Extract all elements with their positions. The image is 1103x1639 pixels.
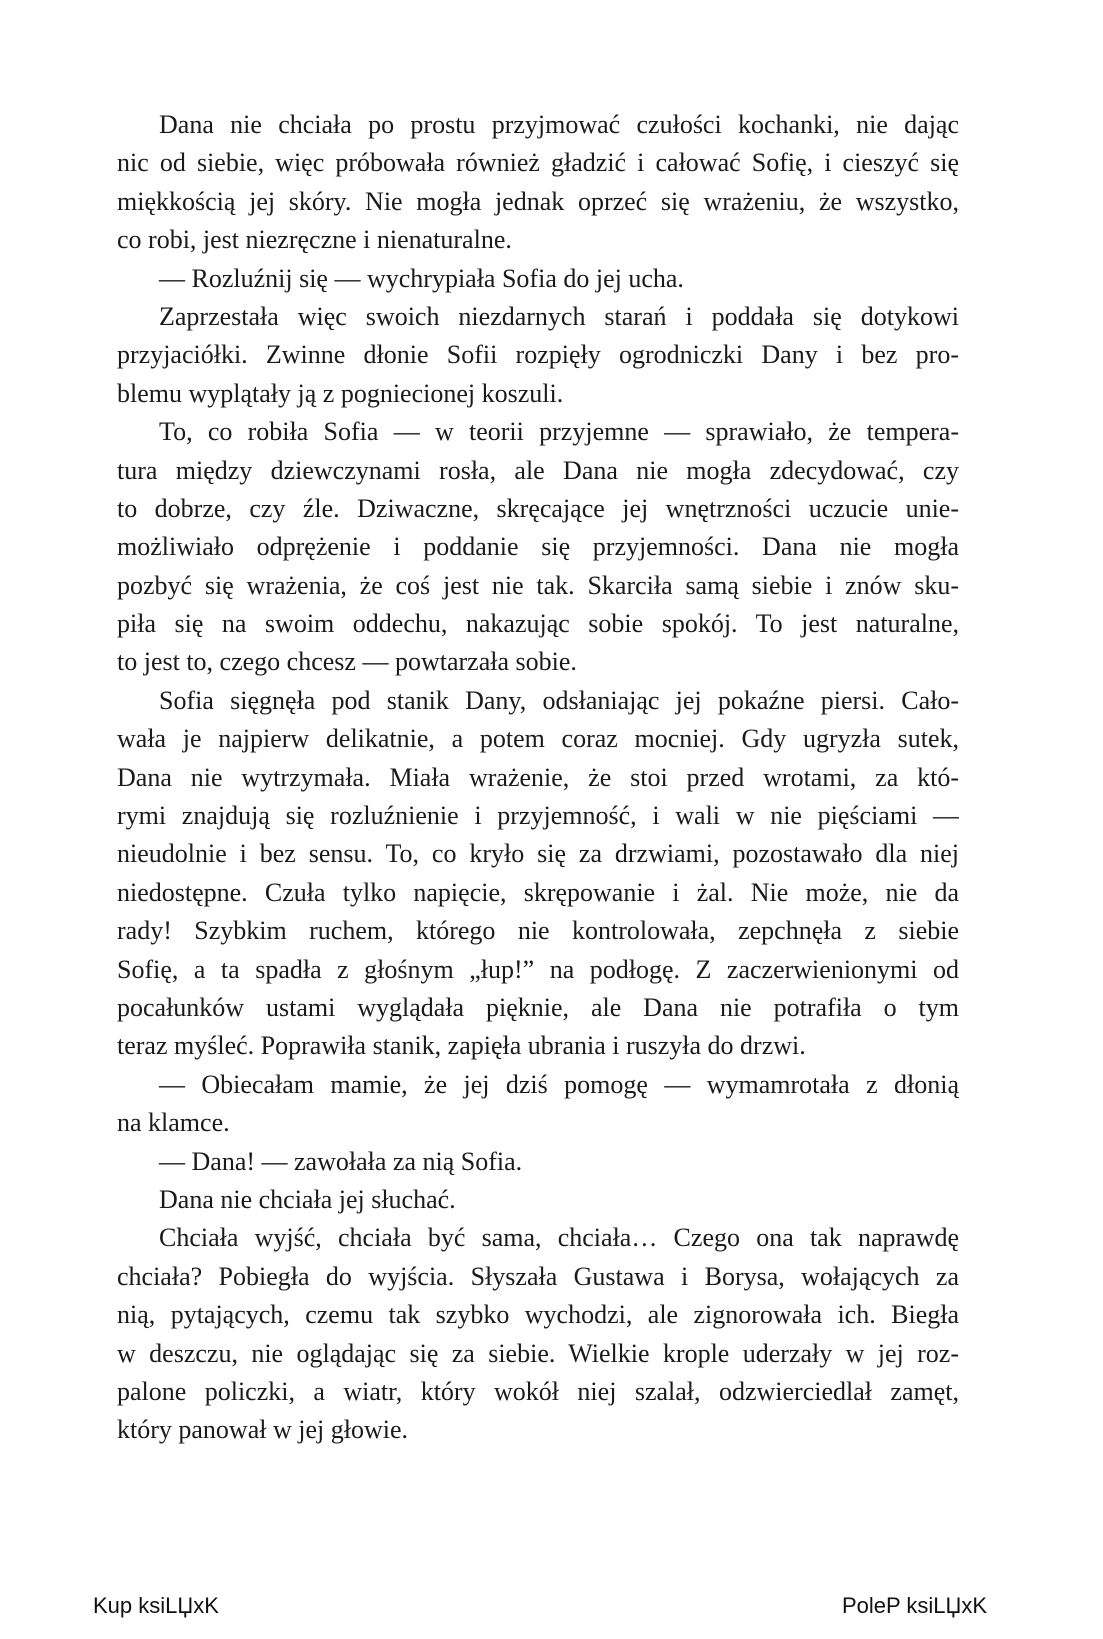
text-line: nią, pytających, czemu tak szybko wychodzi, ale zignorowała ich. Biegła [117,1300,959,1330]
text-line: pozbyć się wrażenia, że coś jest nie tak. Skarciła samą siebie i znów sku- [117,570,959,600]
text-line: Zaprzestała więc swoich niezdarnych starań i poddała się dotykowi [159,301,959,331]
text-line: w deszczu, nie oglądając się za siebie. Wielkie krople uderzały w jej roz- [117,1338,959,1368]
recommend-book-link[interactable]: PoleP ksiLЏxK [841,1593,987,1618]
text-line: Chciała wyjść, chciała być sama, chciała… Czego ona tak naprawdę [159,1223,959,1253]
text-line: tura między dziewczynami rosła, ale Dana nie mogła zdecydować, czy [117,455,959,485]
text-line: miękkością jej skóry. Nie mogła jednak oprzeć się wrażeniu, że wszystko, [117,186,959,216]
text-line: Dana nie wytrzymała. Miała wrażenie, że stoi przed wrotami, za któ- [117,762,959,792]
text-line: nieudolnie i bez sensu. To, co kryło się za drzwiami, pozostawało dla niej [117,839,959,869]
buy-book-link[interactable]: Kup ksiLЏxK [93,1593,219,1618]
text-line: na klamce. [117,1108,230,1138]
text-line: nic od siebie, więc próbowała również gładzić i całować Sofię, i cieszyć się [117,148,959,178]
text-line: rymi znajdują się rozluźnienie i przyjemność, i wali w nie pięściami — [117,801,959,831]
text-line: niedostępne. Czuła tylko napięcie, skrępowanie i żal. Nie może, nie da [117,877,959,907]
text-line: — Obiecałam mamie, że jej dziś pomogę — wymamrotała z dłonią [159,1069,959,1099]
text-line: piła się na swoim oddechu, nakazując sobie spokój. To jest naturalne, [117,609,959,639]
text-line: To, co robiła Sofia — w teorii przyjemne — sprawiało, że tempera- [159,417,959,447]
page-body [117,106,959,1450]
text-line: Sofię, a ta spadła z głośnym „łup!” na podłogę. Z zaczerwienionymi od [117,954,959,984]
text-line: przyjaciółki. Zwinne dłonie Sofii rozpięły ogrodniczki Dany i bez pro- [117,340,959,370]
text-line: Dana nie chciała po prostu przyjmować czułości kochanki, nie dając [159,110,959,139]
text-line: Dana nie chciała jej słuchać. [159,1184,456,1214]
text-line: palone policzki, a wiatr, który wokół niej szalał, odzwierciedlał zamęt, [117,1376,959,1406]
text-line: — Dana! — zawołała za nią Sofia. [159,1146,523,1176]
text-line: pocałunków ustami wyglądała pięknie, ale Dana nie potrafiła o tym [117,992,959,1022]
text-line: blemu wyplątały ją z pogniecionej koszuli. [117,378,564,408]
text-line: który panował w jej głowie. [117,1415,408,1445]
text-line: wała je najpierw delikatnie, a potem coraz mocniej. Gdy ugryzła sutek, [117,724,959,754]
text-line: to jest to, czego chcesz — powtarzała sobie. [117,647,577,677]
text-line: to dobrze, czy źle. Dziwaczne, skręcające jej wnętrzności uczucie unie- [117,493,959,523]
text-line: rady! Szybkim ruchem, którego nie kontrolowała, zepchnęła z siebie [117,916,959,946]
text-line: — Rozluźnij się — wychrypiała Sofia do jej ucha. [159,263,684,293]
text-line: możliwiało odprężenie i poddanie się przyjemności. Dana nie mogła [117,532,959,562]
text-line: Sofia sięgnęła pod stanik Dany, odsłaniając jej pokaźne piersi. Cało- [159,685,959,715]
text-line: chciała? Pobiegła do wyjścia. Słyszała Gustawa i Borysa, wołających za [117,1261,959,1291]
text-line: co robi, jest niezręczne i nienaturalne. [117,225,512,255]
text-line: teraz myśleć. Poprawiła stanik, zapięła ubrania i ruszyła do drzwi. [117,1031,806,1061]
